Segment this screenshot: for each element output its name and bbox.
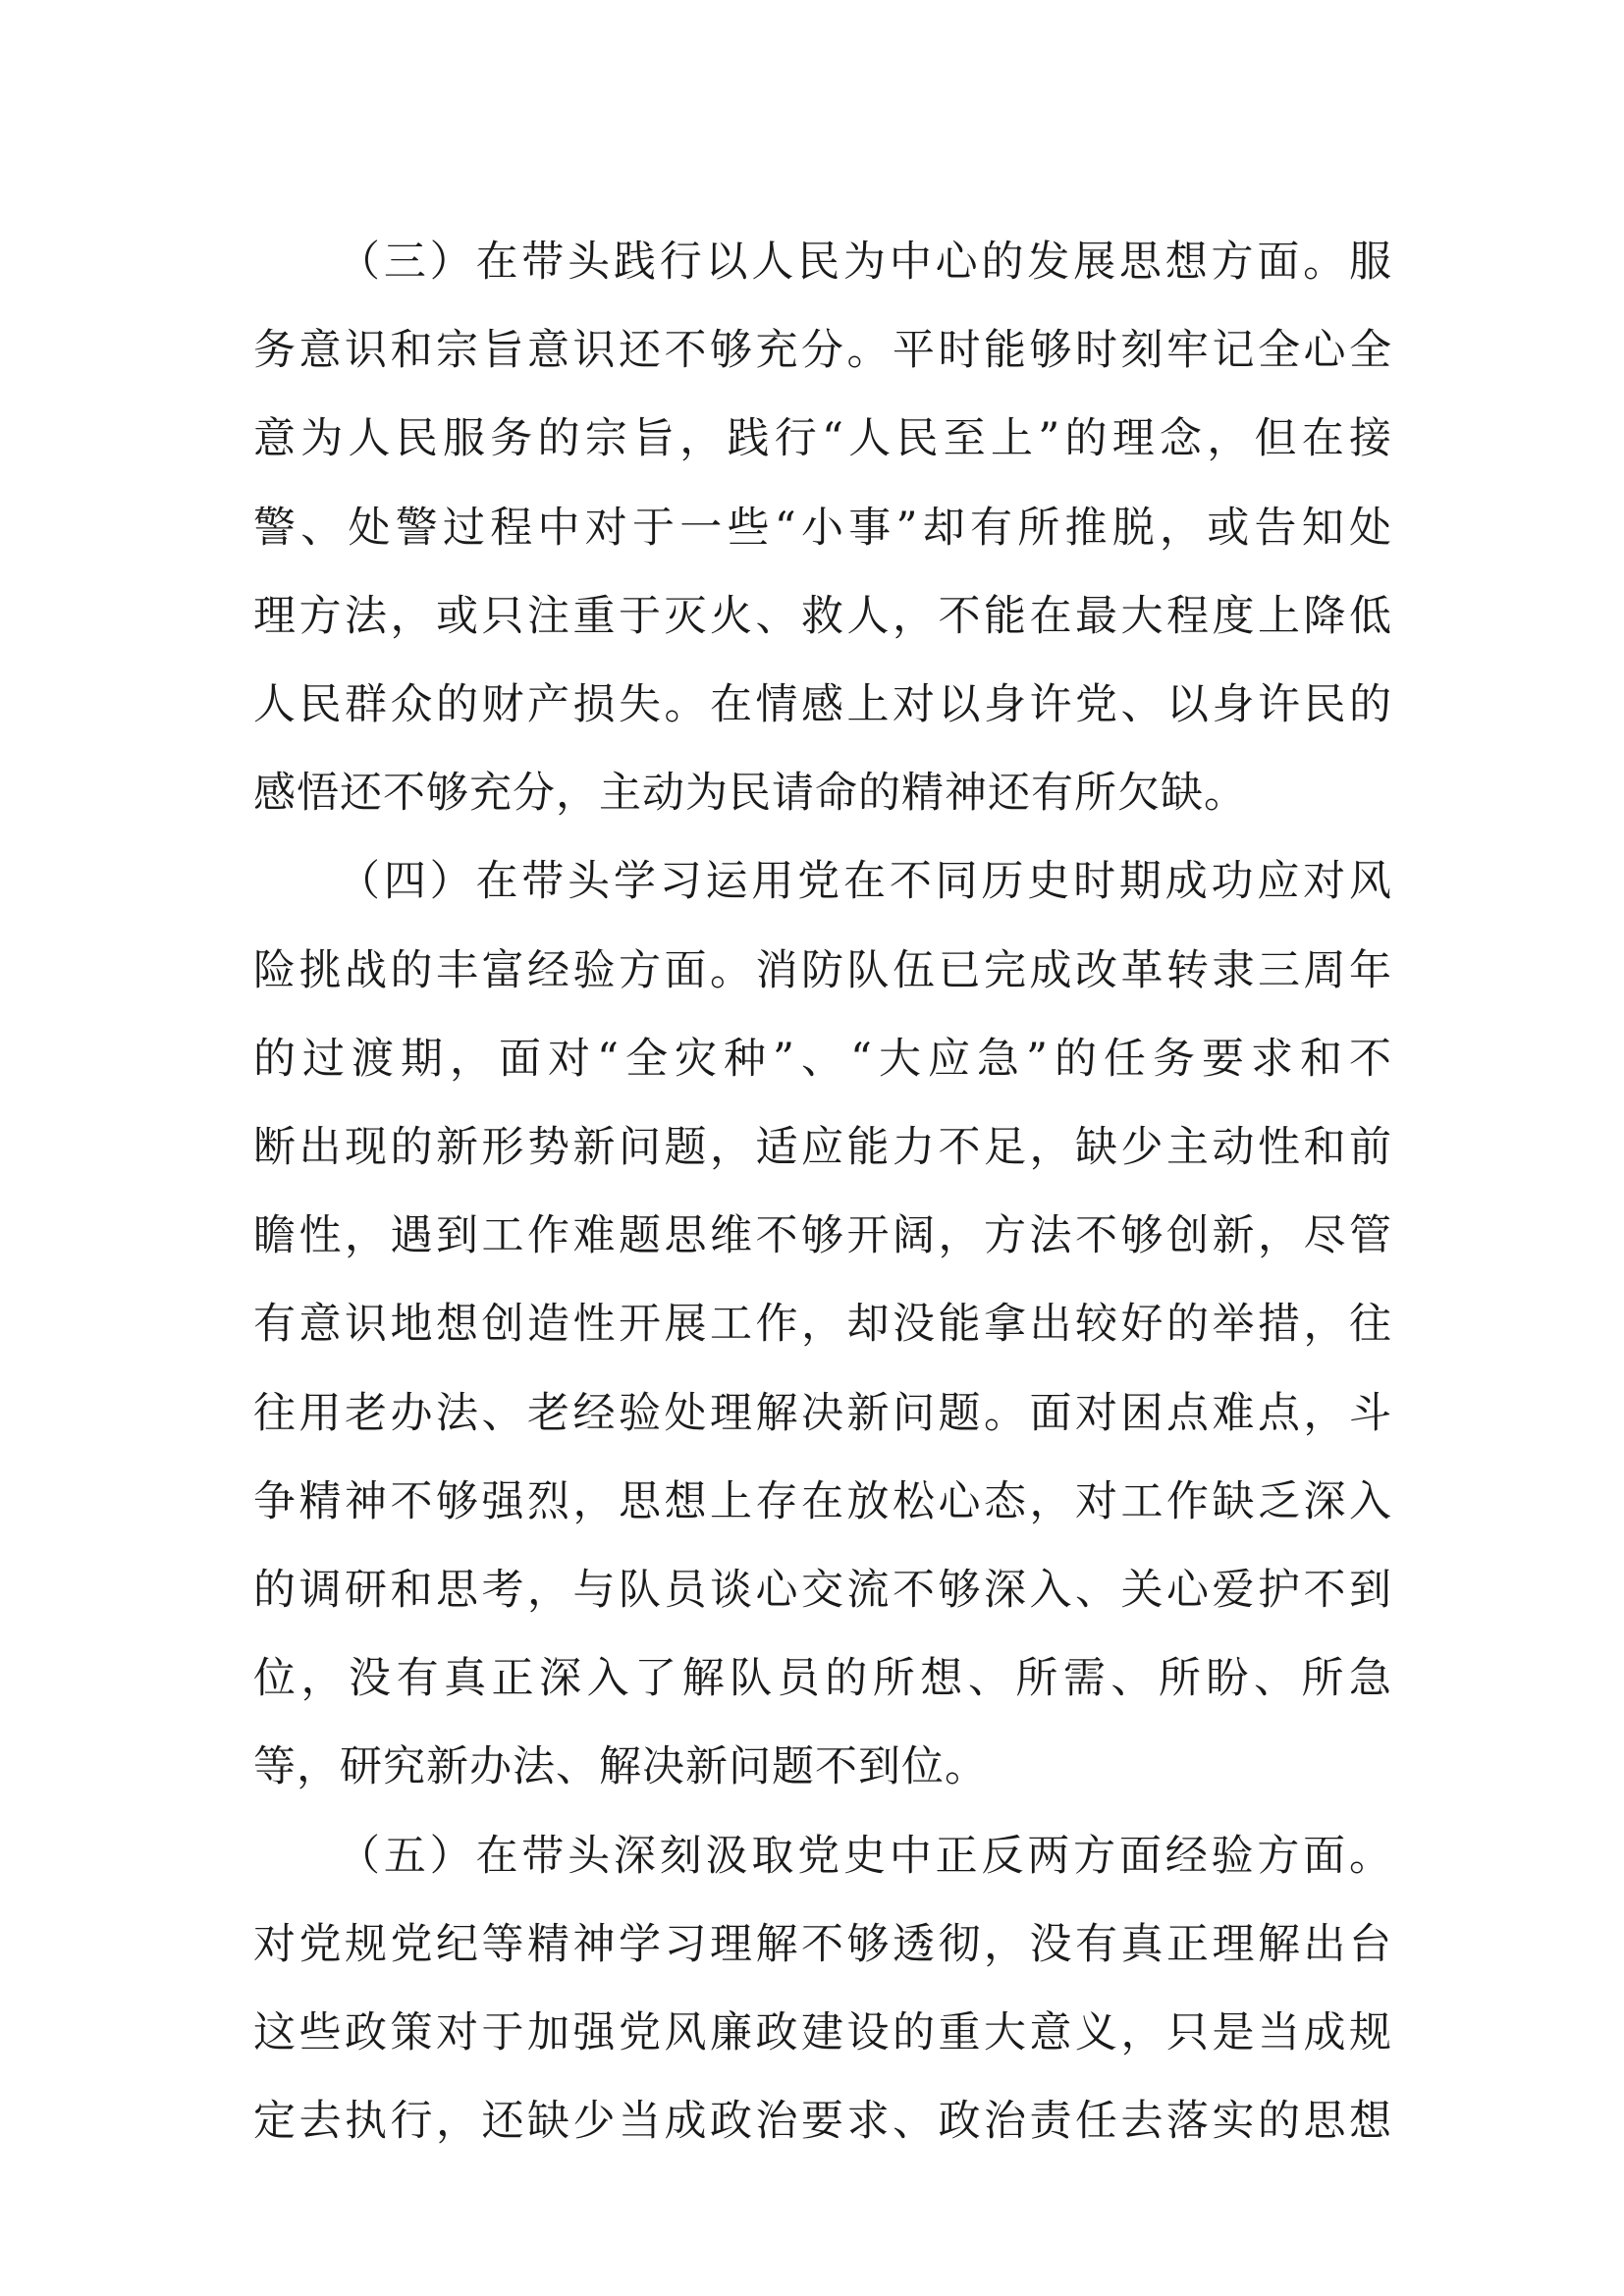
paragraph-line: 意为人民服务的宗旨，践行“人民至上”的理念，但在接 [253, 414, 1392, 464]
paragraph-line: 人民群众的财产损失。在情感上对以身许党、以身许民的 [253, 680, 1392, 730]
paragraph-line: （五）在带头深刻汲取党史中正反两方面经验方面。 [338, 1831, 1392, 1881]
paragraph-line: 的调研和思考，与队员谈心交流不够深入、关心爱护不到 [253, 1566, 1392, 1616]
paragraph-line: 有意识地想创造性开展工作，却没能拿出较好的举措，往 [253, 1300, 1392, 1350]
paragraph-line: 等，研究新办法、解决新问题不到位。 [253, 1742, 988, 1792]
paragraph-line: （三）在带头践行以人民为中心的发展思想方面。服 [338, 238, 1392, 287]
paragraph-line: 对党规党纪等精神学习理解不够透彻，没有真正理解出台 [253, 1919, 1392, 1969]
paragraph-line: 定去执行，还缺少当成政治要求、政治责任去落实的思想 [253, 2097, 1392, 2147]
paragraph-line: （四）在带头学习运用党在不同历史时期成功应对风 [338, 857, 1392, 907]
paragraph-4 [253, 837, 1392, 1811]
paragraph-line: 险挑战的丰富经验方面。消防队伍已完成改革转隶三周年 [253, 945, 1392, 995]
paragraph-line: 警、处警过程中对于一些“小事”却有所推脱，或告知处 [253, 503, 1392, 553]
paragraph-line: 务意识和宗旨意识还不够充分。平时能够时刻牢记全心全 [253, 326, 1392, 376]
paragraph-line: 瞻性，遇到工作难题思维不够开阔，方法不够创新，尽管 [253, 1211, 1392, 1261]
paragraph-line: 的过渡期，面对“全灾种”、“大应急”的任务要求和不 [253, 1034, 1392, 1084]
paragraph-line: 这些政策对于加强党风廉政建设的重大意义，只是当成规 [253, 2008, 1392, 2058]
paragraph-line: 断出现的新形势新问题，适应能力不足，缺少主动性和前 [253, 1123, 1392, 1173]
paragraph-line: 理方法，或只注重于灭火、救人，不能在最大程度上降低 [253, 591, 1392, 641]
paragraph-5 [253, 1812, 1392, 2166]
paragraph-line: 往用老办法、老经验处理解决新问题。面对困点难点，斗 [253, 1388, 1392, 1438]
paragraph-line: 争精神不够强烈，思想上存在放松心态，对工作缺乏深入 [253, 1476, 1392, 1526]
paragraph-3 [253, 218, 1392, 837]
document-body [253, 218, 1392, 2165]
paragraph-line: 位，没有真正深入了解队员的所想、所需、所盼、所急 [253, 1654, 1392, 1704]
paragraph-line: 感悟还不够充分，主动为民请命的精神还有所欠缺。 [253, 769, 1247, 819]
